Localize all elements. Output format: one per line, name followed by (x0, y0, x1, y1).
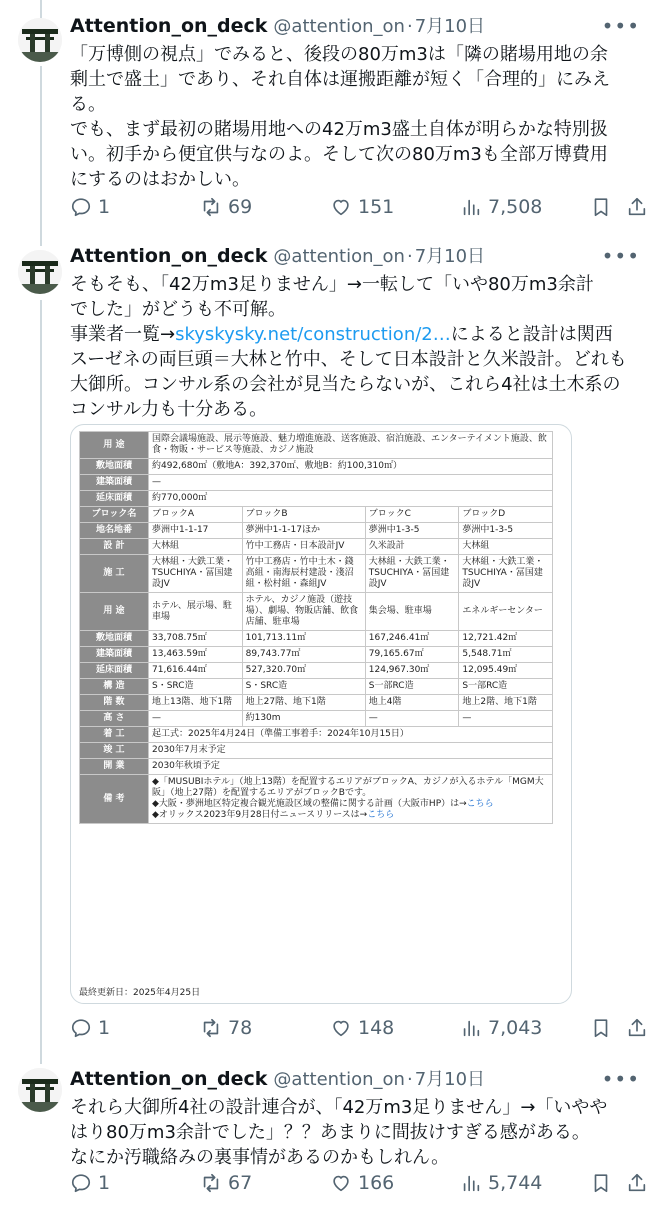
tweet[interactable] (0, 236, 672, 1048)
table-row (80, 631, 553, 647)
like-count: 166 (358, 1172, 395, 1194)
table-row (80, 459, 553, 475)
display-name[interactable]: Attention_on_deck (70, 1068, 268, 1090)
row-label: 備 考 (80, 775, 149, 824)
table-cell: 国際会議場施設、展示等施設、魅力増進施設、送客施設、宿泊施設、エンターテイメント施設、飲食・物販・サービス等施設、カジノ施設 (149, 432, 553, 459)
table-cell: ブロックA (149, 507, 243, 523)
table-cell: ホテル、カジノ施設（遊技場）、劇場、物販店舗、飲食店舗、駐車場 (242, 593, 365, 631)
table-cell: 久米設計 (365, 539, 459, 555)
reply-button[interactable] (70, 1013, 110, 1043)
note-text: ◆オリックス2023年9月28日付ニュースリリースは→ (152, 810, 368, 820)
row-label: ブロック名 (80, 507, 149, 523)
row-label: 着 工 (80, 727, 149, 743)
row-label: 敷地面積 (80, 459, 149, 475)
table-cell: 101,713.11㎡ (242, 631, 365, 647)
repost-button[interactable] (200, 192, 252, 222)
bookmark-icon (590, 1017, 612, 1039)
tweet[interactable] (0, 1048, 672, 1214)
reply-count: 1 (98, 196, 111, 218)
row-label: 延床面積 (80, 663, 149, 679)
table-cell: S・SRC造 (242, 679, 365, 695)
table-cell: 集会場、駐車場 (365, 593, 459, 631)
avatar-torii-icon (18, 1068, 62, 1112)
views-button[interactable] (460, 1168, 542, 1198)
table-cell: 大林組 (149, 539, 243, 555)
text-line (70, 322, 666, 347)
tweet-actions (70, 1013, 660, 1043)
table-cell: ホテル、展示場、駐車場 (149, 593, 243, 631)
tweet-actions (70, 192, 660, 222)
text-line: でも、まず最初の賭場用地への42万m3盛土自体が明らかな特別扱 (70, 119, 608, 140)
views-chart-icon (460, 1017, 482, 1039)
like-button[interactable] (330, 1013, 394, 1043)
repost-button[interactable] (200, 1168, 252, 1198)
text-line: い。初手から便宜供与なのよ。そして次の80万m3も全部万博費用 (70, 144, 608, 165)
display-name[interactable]: Attention_on_deck (70, 15, 268, 37)
table-cell: 約770,000㎡ (149, 491, 553, 507)
row-label: 建築面積 (80, 475, 149, 491)
separator-dot: · (406, 246, 413, 267)
share-button[interactable] (626, 192, 648, 222)
text-line: はり80万m3余計でした」？？あまりに間抜けすぎる感がある。 (70, 1122, 590, 1143)
table-cell: 527,320.70㎡ (242, 663, 365, 679)
row-label: 施 工 (80, 555, 149, 593)
bookmark-button[interactable] (590, 192, 612, 222)
share-icon (626, 1017, 648, 1039)
table-cell: 33,708.75㎡ (149, 631, 243, 647)
repost-button[interactable] (200, 1013, 252, 1043)
table-cell: 約492,680㎡（敷地A：392,370㎡、敷地B：約100,310㎡） (149, 459, 553, 475)
tweet-header (70, 1066, 658, 1092)
row-label: 用 途 (80, 593, 149, 631)
table-cell: 89,743.77㎡ (242, 647, 365, 663)
note-line: ◆「MUSUBIホテル」（地上13階）を配置するエリアがブロックA、カジノが入るホテル「MGM大阪」（地上27階）を配置するエリアがブロックBです。 (152, 777, 544, 798)
like-count: 151 (358, 196, 395, 218)
text-line: にするのはおかしい。 (70, 169, 250, 190)
project-spec-table (79, 431, 553, 824)
row-label: 敷地面積 (80, 631, 149, 647)
attached-image[interactable] (70, 424, 572, 1004)
tweet-header (70, 13, 658, 39)
table-cell: 5,548.71㎡ (459, 647, 553, 663)
display-name[interactable]: Attention_on_deck (70, 245, 268, 267)
view-count: 5,744 (488, 1172, 543, 1194)
table-cell: 地上13階、地下1階 (149, 695, 243, 711)
table-cell: 13,463.59㎡ (149, 647, 243, 663)
row-label: 竣 工 (80, 743, 149, 759)
avatar-torii-icon (18, 18, 62, 62)
table-cell: 2030年秋頃予定 (149, 759, 553, 775)
tweet-header (70, 243, 658, 269)
table-cell: — (459, 711, 553, 727)
separator-dot: · (406, 1069, 413, 1090)
table-row (80, 759, 553, 775)
row-label: 設 計 (80, 539, 149, 555)
avatar[interactable] (18, 18, 62, 62)
table-row (80, 491, 553, 507)
view-count: 7,043 (488, 1017, 543, 1039)
table-cell: 夢洲中1-3-5 (365, 523, 459, 539)
heart-icon (330, 1172, 352, 1194)
text-line: 剰土で盛土」であり、それ自体は運搬距離が短く「合理的」にみえ (70, 69, 610, 90)
table-cell: 79,165.67㎡ (365, 647, 459, 663)
avatar-torii-icon (18, 250, 62, 294)
note-link[interactable]: こちら (367, 810, 395, 820)
user-handle[interactable]: @attention_on (273, 1069, 405, 1090)
table-cell: — (149, 475, 553, 491)
table-cell: 大林組・大鉄工業・TSUCHIYA・冨国建設JV (149, 555, 243, 593)
table-cell: 竹中工務店・竹中土木・錢高組・南海辰村建設・淺沼組・松村組・森組JV (242, 555, 365, 593)
text-line: そもそも、「42万m3足りません」→一転して「いや80万m3余計 (70, 274, 594, 295)
repost-icon (200, 1017, 222, 1039)
reply-count: 1 (98, 1017, 111, 1039)
reply-button[interactable] (70, 192, 110, 222)
reply-count: 1 (98, 1172, 111, 1194)
tweet[interactable] (0, 0, 672, 236)
share-button[interactable] (626, 1013, 648, 1043)
table-row (80, 775, 553, 824)
last-updated: 最終更新日：2025年4月25日 (79, 988, 201, 998)
table-row (80, 432, 553, 459)
tweet-actions (70, 1168, 660, 1198)
table-row (80, 695, 553, 711)
table-cell: 地上4階 (365, 695, 459, 711)
row-label: 地名地番 (80, 523, 149, 539)
table-cell: 大林組 (459, 539, 553, 555)
reply-icon (70, 196, 92, 218)
heart-icon (330, 1017, 352, 1039)
like-button[interactable] (330, 192, 394, 222)
table-row (80, 647, 553, 663)
table-cell: S・SRC造 (149, 679, 243, 695)
table-row (80, 743, 553, 759)
construction-link[interactable]: skyskysky.net/construction/2… (175, 324, 451, 345)
table-row (80, 539, 553, 555)
share-icon (626, 196, 648, 218)
tweet-text (70, 42, 666, 192)
table-cell: ブロックD (459, 507, 553, 523)
table-cell: ブロックB (242, 507, 365, 523)
more-options-icon[interactable]: ••• (601, 1067, 640, 1091)
notes-cell (149, 775, 553, 824)
table-cell: — (149, 711, 243, 727)
row-label: 開 業 (80, 759, 149, 775)
table-cell: エネルギーセンター (459, 593, 553, 631)
table-cell: S一部RC造 (459, 679, 553, 695)
tweet-text (70, 272, 666, 422)
reply-icon (70, 1017, 92, 1039)
share-button[interactable] (626, 1168, 648, 1198)
more-options-icon[interactable]: ••• (601, 14, 640, 38)
views-button[interactable] (460, 1013, 542, 1043)
share-icon (626, 1172, 648, 1194)
user-handle[interactable]: @attention_on (273, 246, 405, 267)
user-handle[interactable]: @attention_on (273, 16, 405, 37)
text-fragment: 事業者一覧→ (70, 324, 176, 345)
table-row (80, 507, 553, 523)
view-count: 7,508 (488, 196, 543, 218)
views-chart-icon (460, 1172, 482, 1194)
avatar[interactable] (18, 250, 62, 294)
table-cell: 起工式：2025年4月24日（準備工事着手：2024年10月15日） (149, 727, 553, 743)
views-chart-icon (460, 196, 482, 218)
table-cell: 夢洲中1-3-5 (459, 523, 553, 539)
bookmark-button[interactable] (590, 1013, 612, 1043)
text-line: 大御所。コンサル系の会社が見当たらないが、これら4社は土木系の (70, 374, 621, 395)
reply-icon (70, 1172, 92, 1194)
bookmark-button[interactable] (590, 1168, 612, 1198)
text-line: 「万博側の視点」でみると、後段の80万m3は「隣の賭場用地の余 (70, 44, 608, 65)
table-cell: 167,246.41㎡ (365, 631, 459, 647)
table-cell: 約130m (242, 711, 365, 727)
table-cell: 地上2階、地下1階 (459, 695, 553, 711)
repost-count: 69 (228, 196, 253, 218)
row-label: 高 さ (80, 711, 149, 727)
text-line: コンサル力も十分ある。 (70, 399, 268, 420)
table-cell: 12,721.42㎡ (459, 631, 553, 647)
table-row (80, 593, 553, 631)
table-cell: 夢洲中1-1-17ほか (242, 523, 365, 539)
table-row (80, 523, 553, 539)
table-row (80, 727, 553, 743)
table-row (80, 663, 553, 679)
table-cell: 12,095.49㎡ (459, 663, 553, 679)
repost-icon (200, 1172, 222, 1194)
table-row (80, 475, 553, 491)
row-label: 階 数 (80, 695, 149, 711)
text-line: でした」がどうも不可解。 (70, 299, 286, 320)
table-cell: 大林組・大鉄工業・TSUCHIYA・冨国建設JV (459, 555, 553, 593)
note-line (152, 810, 549, 821)
table-cell: 2030年7月末予定 (149, 743, 553, 759)
row-label: 構 造 (80, 679, 149, 695)
table-cell: 竹中工務店・日本設計JV (242, 539, 365, 555)
like-count: 148 (358, 1017, 395, 1039)
repost-icon (200, 196, 222, 218)
table-cell: 夢洲中1-1-17 (149, 523, 243, 539)
table-cell: 地上27階、地下1階 (242, 695, 365, 711)
tweet-date[interactable]: 7月10日 (414, 1069, 486, 1090)
table-cell: S一部RC造 (365, 679, 459, 695)
table-cell: — (365, 711, 459, 727)
text-fragment: によると設計は関西 (450, 324, 613, 345)
bookmark-icon (590, 196, 612, 218)
table-cell: ブロックC (365, 507, 459, 523)
tweet-date[interactable]: 7月10日 (414, 246, 486, 267)
views-button[interactable] (460, 192, 542, 222)
text-line: スーゼネの両巨頭＝大林と竹中、そして日本設計と久米設計。どれも (70, 349, 627, 370)
table-cell: 大林組・大鉄工業・TSUCHIYA・冨国建設JV (365, 555, 459, 593)
bookmark-icon (590, 1172, 612, 1194)
tweet-text (70, 1095, 666, 1170)
note-text: ◆大阪・夢洲地区特定複合観光施設区域の整備に関する計画（大阪市HP）は→ (152, 799, 467, 809)
table-row (80, 555, 553, 593)
heart-icon (330, 196, 352, 218)
table-cell: 71,616.44㎡ (149, 663, 243, 679)
repost-count: 78 (228, 1017, 253, 1039)
row-label: 建築面積 (80, 647, 149, 663)
table-cell: 124,967.30㎡ (365, 663, 459, 679)
reply-button[interactable] (70, 1168, 110, 1198)
like-button[interactable] (330, 1168, 394, 1198)
repost-count: 67 (228, 1172, 253, 1194)
text-line: それら大御所4社の設計連合が、「42万m3足りません」→「いやや (70, 1097, 608, 1118)
note-line (152, 799, 549, 810)
note-link[interactable]: こちら (466, 799, 494, 809)
avatar[interactable] (18, 1068, 62, 1112)
row-label: 延床面積 (80, 491, 149, 507)
table-row (80, 711, 553, 727)
separator-dot: · (406, 16, 413, 37)
table-row (80, 679, 553, 695)
text-line: なにか汚職絡みの裏事情があるのかもしれん。 (70, 1147, 450, 1168)
row-label: 用 途 (80, 432, 149, 459)
text-line: る。 (70, 94, 106, 115)
more-options-icon[interactable]: ••• (601, 244, 640, 268)
tweet-date[interactable]: 7月10日 (414, 16, 486, 37)
